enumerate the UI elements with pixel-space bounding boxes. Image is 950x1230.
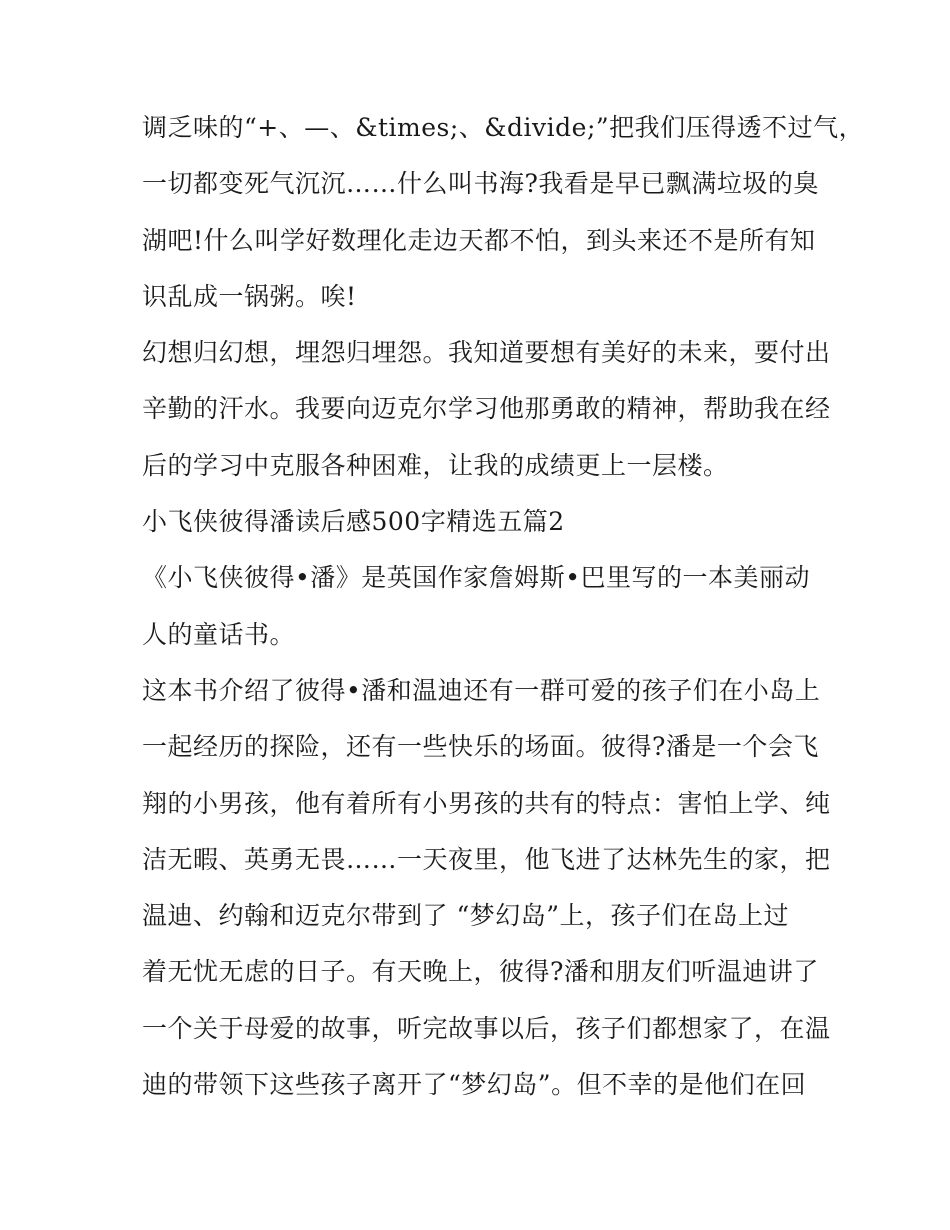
text-line: 这本书介绍了彼得•潘和温迪还有一群可爱的孩子们在小岛上 (142, 675, 821, 705)
text-line: 迪的带领下这些孩子离开了“梦幻岛”。但不幸的是他们在回 (142, 1070, 807, 1100)
text-line: 人的童话书。 (142, 619, 296, 649)
text-line: 翔的小男孩，他有着所有小男孩的共有的特点：害怕上学、纯 (142, 788, 831, 818)
text-line: 幻想归幻想，埋怨归埋怨。我知道要想有美好的未来，要付出 (142, 338, 831, 368)
text-line: 一起经历的探险，还有一些快乐的场面。彼得?潘是一个会飞 (142, 732, 819, 762)
text-line: 一个关于母爱的故事，听完故事以后，孩子们都想家了，在温 (142, 1013, 831, 1043)
text-line: 识乱成一锅粥。唉! (142, 281, 357, 311)
text-line: 温迪、约翰和迈克尔带到了 “梦幻岛”上，孩子们在岛上过 (142, 901, 790, 931)
text-line: 《小飞侠彼得•潘》是英国作家詹姆斯•巴里写的一本美丽动 (142, 563, 810, 593)
text-line: 洁无暇、英勇无畏……一天夜里，他飞进了达林先生的家，把 (142, 844, 831, 874)
section-heading: 小飞侠彼得潘读后感500字精选五篇2 (142, 507, 565, 537)
document-body (142, 105, 865, 1118)
text-line: 湖吧!什么叫学好数理化走边天都不怕，到头来还不是所有知 (142, 225, 816, 255)
text-line: 辛勤的汗水。我要向迈克尔学习他那勇敢的精神，帮助我在经 (142, 394, 831, 424)
text-line: 着无忧无虑的日子。有天晚上，彼得?潘和朋友们听温迪讲了 (142, 957, 819, 987)
text-line: 调乏味的“+、—、&times;、&divide;”把我们压得透不过气， (142, 113, 865, 142)
text-line: 后的学习中克服各种困难，让我的成绩更上一层楼。 (142, 450, 729, 480)
text-line: 一切都变死气沉沉……什么叫书海?我看是早已飘满垃圾的臭 (142, 169, 819, 199)
